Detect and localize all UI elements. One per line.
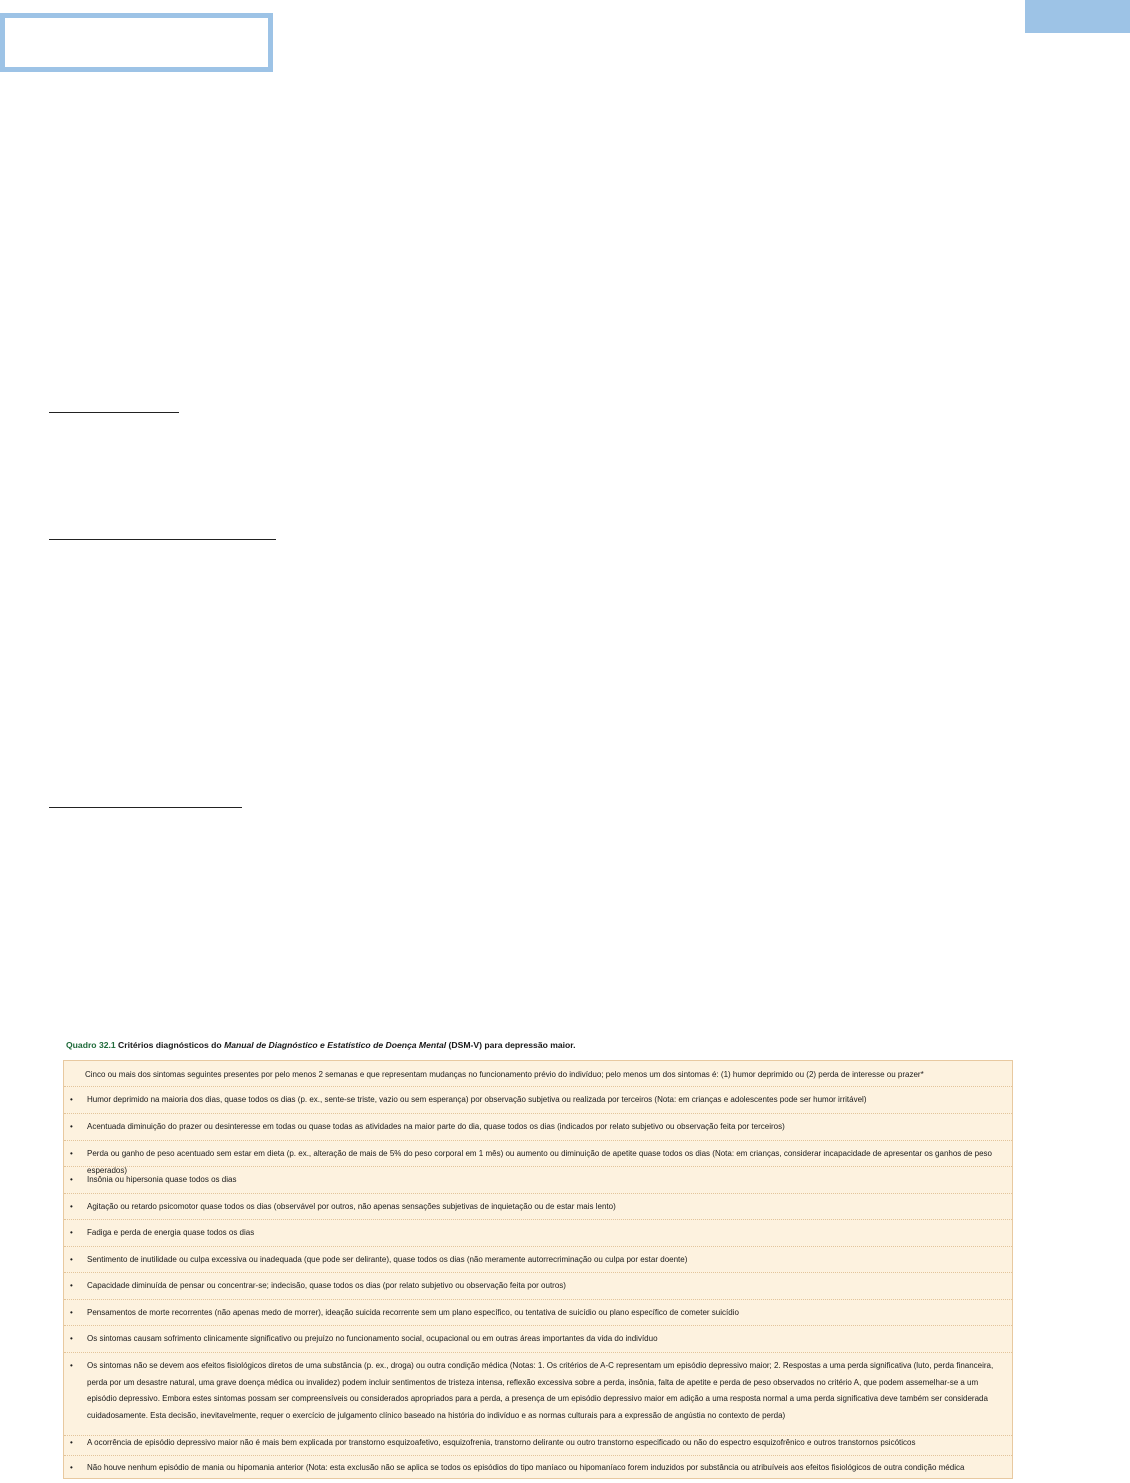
criteria-item-text: Os sintomas não se devem aos efeitos fisiológicos diretos de uma substância (p. ex., droga) ou outra condição médica (Notas: 1. Os critérios de A-C representam um episódio depressivo maior; 2. Respostas a uma perda significativa (luto, perda financeira, perda por um desastre natural, uma grave doença médica ou invalidez) podem incluir sentimentos de tristeza intensa, reflexão excessiva sobre a perda, insônia, falta de apetite e perda de peso observados no critério A, que podem assemelhar-se a um episódio depressivo. Embora estes sintomas possam ser compreensíveis ou considerados apropriados para a perda, a presença de um episódio depressivo maior em adição a uma resposta normal a uma perda significativa deve também ser considerada cuidadosamente. Esta decisão, inevitavelmente, requer o exercício de julgamento clínico baseado na história do indivíduo e as normas culturais para a expressão de angústia no contexto de perda) [87,1361,994,1421]
criteria-item-text: Perda ou ganho de peso acentuado sem estar em dieta (p. ex., alteração de mais de 5% do peso corporal em 1 mês) ou aumento ou diminuição de apetite quase todos os dias (Nota: em crianças, considerar incapacidade de apresentar os ganhos de peso esperados) [87,1149,992,1175]
heading-underline-1 [49,412,179,413]
criteria-item [70,1460,1005,1477]
row-separator [64,1455,1012,1456]
bullet: • [70,1095,73,1104]
criteria-item [70,1172,1005,1189]
corner-tab [1025,0,1130,33]
criteria-item [70,1199,1005,1216]
bullet: • [70,1334,73,1343]
row-separator [64,1325,1012,1326]
row-separator [64,1166,1012,1167]
heading-underline-3 [49,807,242,808]
title-box [0,13,273,72]
criteria-item-text: A ocorrência de episódio depressivo maior não é mais bem explicada por transtorno esquizoafetivo, esquizofrenia, transtorno delirante ou outro transtorno especificado ou não do espectro esquizofrênico e outros transtornos psicóticos [87,1438,916,1447]
row-separator [64,1352,1012,1353]
criteria-item [70,1225,1005,1242]
bullet: • [70,1175,73,1184]
row-separator [64,1086,1012,1087]
caption-text-1: Critérios diagnósticos do [115,1040,225,1050]
criteria-item [70,1331,1005,1348]
bullet: • [70,1228,73,1237]
bullet: • [70,1463,73,1472]
criteria-item-text: Agitação ou retardo psicomotor quase todos os dias (observável por outros, não apenas sensações subjetivas de inquietação ou de estar mais lento) [87,1202,616,1211]
bullet: • [70,1308,73,1317]
criteria-item [70,1435,1005,1452]
criteria-item-text: Os sintomas causam sofrimento clinicamente significativo ou prejuízo no funcionamento social, ocupacional ou em outras áreas importantes da vida do indivíduo [87,1334,658,1343]
row-separator [64,1246,1012,1247]
criteria-item [70,1278,1005,1295]
criteria-item [70,1119,1005,1136]
caption-manual-title: Manual de Diagnóstico e Estatístico de Doença Mental [224,1040,447,1050]
bullet: • [70,1438,73,1447]
criteria-item-text: Acentuada diminuição do prazer ou desinteresse em todas ou quase todas as atividades na maior parte do dia, quase todos os dias (indicados por relato subjetivo ou observação feita por terceiros) [87,1122,785,1131]
bullet: • [70,1149,73,1158]
caption-text-2: (DSM-V) para depressão maior. [446,1040,576,1050]
table-caption [66,1040,1066,1050]
criteria-item-text: Fadiga e perda de energia quase todos os dias [87,1228,255,1237]
row-separator [64,1113,1012,1114]
criteria-item [70,1252,1005,1269]
bullet: • [70,1281,73,1290]
criteria-item-text: Humor deprimido na maioria dos dias, quase todos os dias (p. ex., sente-se triste, vazio ou sem esperança) por observação subjetiva ou realizada por terceiros (Nota: em crianças e adolescentes pode ser humor irritável) [87,1095,867,1104]
bullet: • [70,1122,73,1131]
heading-underline-2 [49,539,276,540]
criteria-item-text: Capacidade diminuída de pensar ou concentrar-se; indecisão, quase todos os dias (por relato subjetivo ou observação feita por outros) [87,1281,566,1290]
row-separator [64,1193,1012,1194]
criteria-item-text: Insônia ou hipersonia quase todos os dias [87,1175,237,1184]
criteria-item-text: Pensamentos de morte recorrentes (não apenas medo de morrer), ideação suicida recorrente sem um plano específico, ou tentativa de suicídio ou plano específico de cometer suicídio [87,1308,739,1317]
criteria-box [63,1060,1013,1479]
criteria-item [70,1305,1005,1322]
criteria-intro: Cinco ou mais dos sintomas seguintes presentes por pelo menos 2 semanas e que representam mudanças no funcionamento prévio do indivíduo; pelo menos um dos sintomas é: (1) humor deprimido ou (2) perda de interesse ou prazer* [85,1070,924,1079]
row-separator [64,1299,1012,1300]
row-separator [64,1219,1012,1220]
row-separator [64,1140,1012,1141]
bullet: • [70,1255,73,1264]
criteria-item-text: Sentimento de inutilidade ou culpa excessiva ou inadequada (que pode ser delirante), quase todos os dias (não meramente autorrecriminação ou culpa por estar doente) [87,1255,688,1264]
criteria-item [70,1358,1005,1425]
bullet: • [70,1361,73,1370]
caption-number: Quadro 32.1 [66,1040,116,1050]
criteria-item [70,1092,1005,1109]
criteria-item-text: Não houve nenhum episódio de mania ou hipomania anterior (Nota: esta exclusão não se aplica se todos os episódios do tipo maníaco ou hipomaníaco forem induzidos por substância ou atribuíveis aos efeitos fisiológicos de outra condição médica [87,1463,965,1472]
row-separator [64,1272,1012,1273]
bullet: • [70,1202,73,1211]
